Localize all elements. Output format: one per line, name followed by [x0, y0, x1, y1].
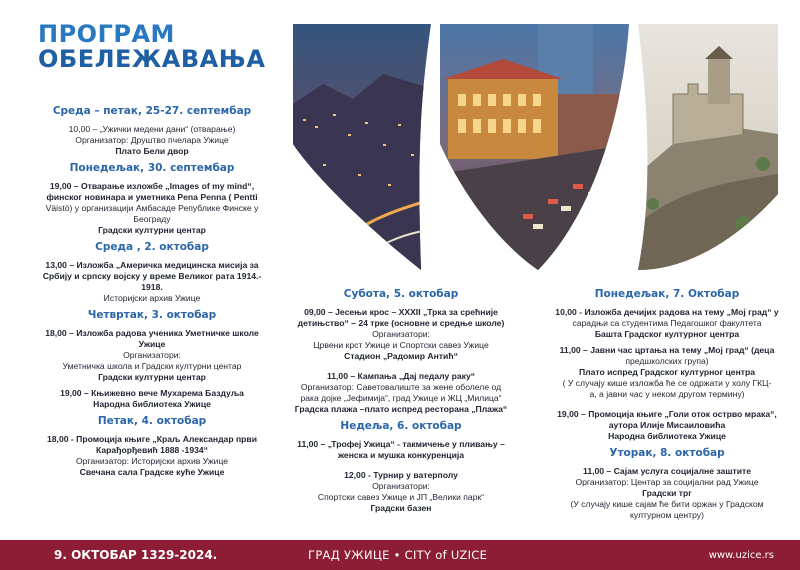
footer-bar: [0, 540, 800, 570]
schedule-column-2: [290, 283, 512, 519]
event-line: 10,00 - Изложба дечијих радова на тему „Мој град“ у: [555, 307, 779, 317]
event-venue: Градски базен: [370, 503, 432, 513]
event-line: 13,00 – Изложба „Америчка медицинска мисија за: [45, 260, 259, 270]
event-line: Организатор: Друштво пчелара Ужице: [75, 135, 229, 145]
event-line: 12,00 - Турнир у ватерполу: [344, 470, 458, 480]
day-heading: Недеља, 6. октобар: [340, 420, 462, 432]
event: [546, 466, 788, 521]
event-line: рака дојке „Јефимија“, град Ужице и ЖЦ „Милица“: [300, 393, 502, 403]
event-line: Црвени крст Ужице и Спортски савез Ужице: [313, 340, 489, 350]
event: [290, 470, 512, 514]
event-venue: Историјски архив Ужице: [103, 293, 201, 303]
event-line: Организатори:: [372, 329, 430, 339]
event: [30, 181, 274, 236]
event: [290, 371, 512, 415]
event: [290, 307, 512, 362]
event: [546, 307, 788, 340]
event: [30, 434, 274, 478]
event-line: 18,00 - Промоција књиге „Краљ Александар први: [47, 434, 257, 444]
footer-website-link[interactable]: www.uzice.rs: [708, 549, 774, 561]
event-line: Организатор: Историјски архив Ужице: [75, 456, 229, 466]
event: [546, 345, 788, 400]
event-line: Београду: [133, 214, 171, 224]
event-line: 11,00 – Јавни час цртања на тему „Мој град“ (деца: [559, 345, 775, 355]
city-square-photo: [438, 24, 633, 270]
event: [30, 124, 274, 157]
event-line: 19,00 – Књижевно вече Мухарема Баздуља: [60, 388, 244, 398]
day-heading: Уторак, 8. октобар: [609, 447, 725, 459]
event-venue: Градски трг: [642, 488, 692, 498]
event-line: ( У случају кише изложба ће се одржати у холу ГКЦ-: [562, 378, 772, 388]
photo-collage: [293, 24, 778, 270]
event: [290, 439, 512, 461]
day-heading: Петак, 4. октобар: [97, 415, 207, 427]
event-line: предшколских група): [625, 356, 709, 366]
event-venue: Градска плажа –плато испред ресторана „Плажа“: [294, 404, 508, 414]
event-line: а, а јавни час у неком другом термину): [589, 389, 745, 399]
schedule-column-3: [546, 283, 788, 526]
event-line: Спортски савез Ужице и ЈП „Велики парк“: [317, 492, 485, 502]
event-line: Србију и српску војску у време Великог рата 1914.-: [42, 271, 262, 281]
event-line: 19,00 – Промоција књиге „Голи оток острво мрака“,: [557, 409, 777, 419]
footer-city: ГРАД УЖИЦЕ • CITY of UZICE: [308, 548, 488, 562]
event-venue: Свечана сала Градске куће Ужице: [79, 467, 225, 477]
event-venue: Градски културни центар: [98, 372, 206, 382]
day-heading: Среда – петак, 25-27. септембар: [52, 105, 252, 117]
day-heading: Субота, 5. октобар: [343, 288, 459, 300]
event-venue: Градски културни центар: [98, 225, 206, 235]
event-line: сарадњи са студентима Педагошког факултета: [572, 318, 762, 328]
event-line: Организатори:: [372, 481, 430, 491]
day-heading: Понедељак, 7. Октобар: [594, 288, 740, 300]
event-line: 11,00 – Сајам услуга социјалне заштите: [583, 466, 751, 476]
title-line-1: ПРОГРАМ: [38, 20, 175, 48]
event-line: културном центру): [630, 510, 704, 520]
page-title: [38, 22, 278, 72]
event-line: (У случају кише сајам ће бити оржан у Градском: [570, 499, 764, 509]
day-heading: Четвртак, 3. октобар: [87, 309, 217, 321]
event-line: 11,00 – Кампања „Дај педалу раку“: [326, 371, 476, 381]
event-venue: Народна библиотека Ужице: [608, 431, 726, 441]
schedule-column-1: [30, 100, 274, 483]
event-venue: Плато испред Градског културног центра: [578, 367, 756, 377]
title-line-2: ОБЕЛЕЖАВАЊА: [38, 45, 266, 73]
event-line: Väistö) у организацији Амбасаде Републике Финске у: [45, 203, 259, 213]
event-line: аутора Илије Мисаиловића: [608, 420, 726, 430]
event-line: Карађорђевић 1888 -1934“: [96, 445, 208, 455]
event-line: Организатор: Саветовалиште за жене оболеле од: [300, 382, 502, 392]
event-line: 09,00 – Јесењи крос – XXXII „Трка за срећније: [304, 307, 498, 317]
event-line: женска и мушка конкуренција: [337, 450, 465, 460]
event-line: Уметничка школа и Градски културни центар: [62, 361, 242, 371]
event-line: 18,00 – Изложба радова ученика Уметничке школе: [45, 328, 259, 338]
city-night-photo: [293, 24, 433, 270]
event-line: Организатор: Центар за социјални рад Ужице: [575, 477, 759, 487]
event: [30, 260, 274, 304]
day-heading: Понедељак, 30. септембар: [69, 162, 235, 174]
event-line: 11,00 – „Трофеј Ужица“ - такмичење у пливању –: [297, 439, 505, 449]
event-line: Ужице: [138, 339, 166, 349]
event-line: детињство“ – 24 трке (основне и средње школе): [297, 318, 505, 328]
fortress-photo: [633, 24, 778, 270]
event-line: 19,00 – Отварање изложбе „Images of my mind“,: [49, 181, 255, 191]
event-line: финског новинара и уметника Pena Penna ( Pentti: [46, 192, 258, 202]
event: [546, 409, 788, 442]
event-venue: Стадион „Радомир Антић“: [344, 351, 458, 361]
event-line: Организатори:: [123, 350, 181, 360]
event-line: 1918.: [141, 282, 163, 292]
event: [30, 388, 274, 410]
footer-date: 9. ОКТОБАР 1329-2024.: [54, 548, 218, 562]
event-venue: Башта Градског културног центра: [594, 329, 740, 339]
event-line: 10,00 – „Ужички медени дани“ (отварање): [68, 124, 236, 134]
event: [30, 328, 274, 383]
event-venue: Плато Бели двор: [115, 146, 189, 156]
day-heading: Среда , 2. октобар: [95, 241, 209, 253]
event-venue: Народна библиотека Ужице: [93, 399, 211, 409]
